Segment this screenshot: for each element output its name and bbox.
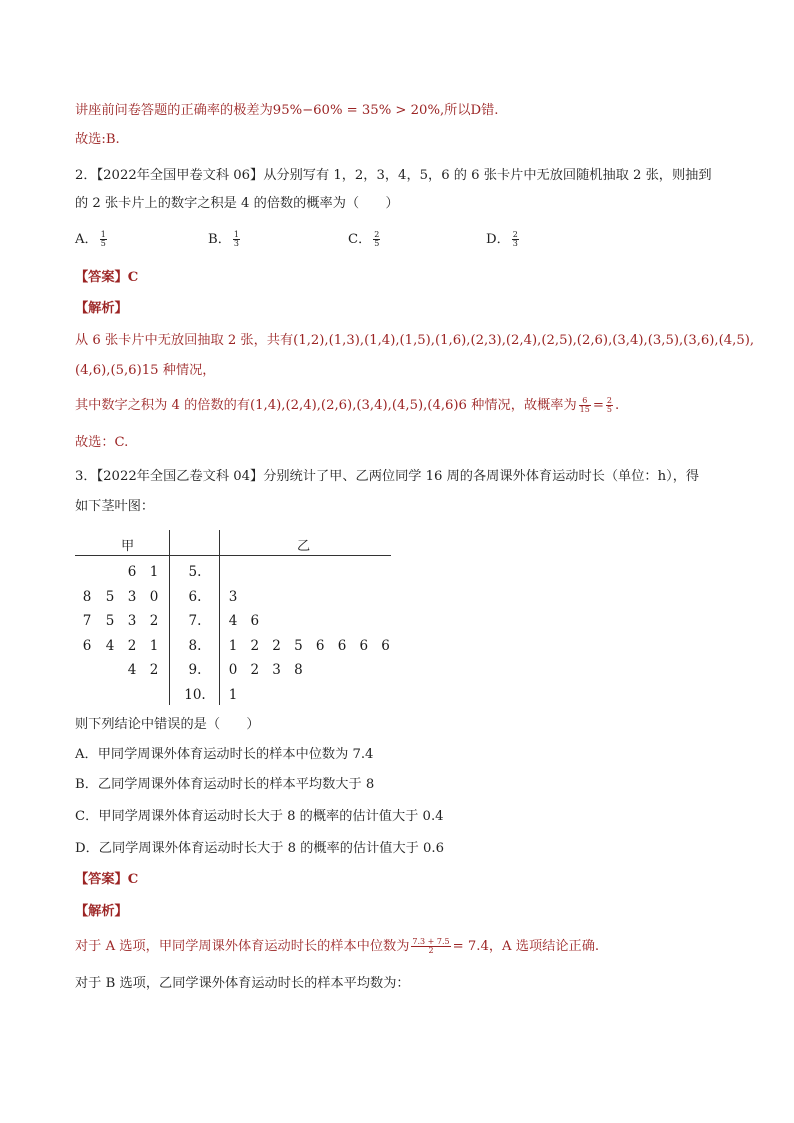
right-leaf: 6 bbox=[250, 613, 260, 629]
left-leaf: 1 bbox=[149, 637, 159, 654]
option-b: B．乙同学周课外体育运动时长的样本平均数大于 8 bbox=[75, 777, 375, 792]
solution-2-line-3 bbox=[75, 397, 619, 415]
right-divider bbox=[219, 530, 220, 705]
fraction-numerator: 6 bbox=[582, 396, 588, 405]
option-letter: A． bbox=[75, 232, 98, 247]
choose-b-line: 故选:B. bbox=[75, 132, 120, 147]
fraction-numerator: 2 bbox=[606, 396, 612, 405]
right-leaf: 6 bbox=[359, 637, 369, 654]
left-leaf: 3 bbox=[127, 588, 137, 605]
solution-2-line-1: 从 6 张卡片中无放回抽取 2 张，共有(1,2),(1,3),(1,4),(1,5),(1,6),(2,3),(2,4),(2,5),(2,6),(3,4),(3,5),(3,6),(4,5), bbox=[75, 333, 755, 348]
probability-fraction bbox=[579, 397, 591, 414]
option-fraction bbox=[373, 231, 380, 248]
right-leaf: 5 bbox=[294, 637, 303, 654]
stem-value: 7. bbox=[188, 613, 202, 629]
fraction-numerator: 2 bbox=[512, 230, 518, 239]
right-leaf: 6 bbox=[315, 637, 325, 654]
stem-value: 5. bbox=[188, 564, 202, 580]
fraction-denominator: 15 bbox=[579, 405, 590, 414]
right-leaf: 3 bbox=[272, 662, 281, 678]
question-2-option bbox=[486, 231, 521, 249]
stem-value: 9. bbox=[188, 662, 202, 678]
solution-3-line-1 bbox=[75, 938, 599, 956]
stem-leaf-plot bbox=[75, 530, 393, 705]
right-leaf: 2 bbox=[272, 637, 281, 654]
right-leaf: 2 bbox=[250, 662, 260, 678]
left-leaf: 3 bbox=[127, 613, 137, 629]
fraction-denominator: 2 bbox=[411, 946, 450, 955]
fraction-denominator: 3 bbox=[233, 239, 239, 248]
stem-value: 8. bbox=[188, 637, 202, 654]
option-letter: D． bbox=[486, 232, 510, 247]
option-fraction bbox=[233, 231, 240, 248]
question-2-text-cont: 的 2 张卡片上的数字之积是 4 的倍数的概率为（ ） bbox=[75, 196, 399, 211]
left-divider bbox=[169, 530, 170, 705]
fraction-denominator: 3 bbox=[512, 239, 518, 248]
header-divider bbox=[75, 555, 391, 556]
analysis-label-3: 【解析】 bbox=[75, 904, 128, 919]
stem-value: 6. bbox=[188, 588, 202, 605]
answer-label-2: 【答案】C bbox=[75, 270, 139, 285]
fraction-denominator: 5 bbox=[606, 405, 612, 414]
option-c: C．甲同学周课外体育运动时长大于 8 的概率的估计值大于 0.4 bbox=[75, 809, 444, 824]
option-letter: C． bbox=[348, 232, 372, 247]
solution-3-line-1-text: 对于 A 选项，甲同学周课外体育运动时长的样本中位数为 bbox=[75, 939, 410, 954]
right-leaf: 2 bbox=[250, 637, 260, 654]
right-leaf: 1 bbox=[228, 686, 238, 703]
question-3-text-cont: 如下茎叶图： bbox=[75, 499, 155, 514]
right-leaf: 6 bbox=[381, 637, 390, 654]
question-3-prompt: 则下列结论中错误的是（ ） bbox=[75, 717, 260, 732]
reduced-fraction bbox=[606, 397, 613, 414]
right-header: 乙 bbox=[297, 539, 311, 554]
solution-3-line-2: 对于 B 选项，乙同学课外体育运动时长的样本平均数为： bbox=[75, 976, 410, 991]
question-2-option bbox=[348, 231, 382, 249]
fraction-numerator: 2 bbox=[374, 230, 380, 239]
question-2-option bbox=[208, 231, 242, 249]
left-leaf: 5 bbox=[105, 613, 115, 629]
left-leaf: 4 bbox=[105, 637, 115, 654]
option-a: A．甲同学周课外体育运动时长的样本中位数为 7.4 bbox=[75, 747, 374, 762]
right-leaf: 1 bbox=[228, 637, 238, 654]
question-3-text: 3．【2022年全国乙卷文科 04】分别统计了甲、乙两位同学 16 周的各周课外体育运动时长（单位：h），得 bbox=[75, 469, 700, 484]
period: . bbox=[614, 398, 620, 413]
fraction-denominator: 5 bbox=[374, 239, 380, 248]
option-letter: B． bbox=[208, 232, 231, 247]
left-header: 甲 bbox=[121, 539, 135, 554]
solution-2-line-2: (4,6),(5,6)15 种情况， bbox=[75, 363, 216, 378]
left-leaf: 6 bbox=[127, 564, 137, 580]
analysis-label-2: 【解析】 bbox=[75, 301, 128, 316]
solution-2-line-3-text: 其中数字之积为 4 的倍数的有(1,4),(2,4),(2,6),(3,4),(4,5),(4,6)6 种情况，故概率为 bbox=[75, 398, 577, 413]
left-leaf: 1 bbox=[149, 564, 159, 580]
answer-label-3: 【答案】C bbox=[75, 872, 139, 887]
left-leaf: 6 bbox=[82, 637, 92, 654]
left-leaf: 2 bbox=[149, 662, 159, 678]
choose-c-line: 故选：C. bbox=[75, 435, 129, 450]
solution-3-line-1-tail: = 7.4，A 选项结论正确. bbox=[452, 939, 600, 954]
question-2-option bbox=[75, 231, 109, 249]
stem-value: 10. bbox=[184, 686, 206, 703]
question-2-text: 2．【2022年全国甲卷文科 06】从分别写有 1，2，3，4，5，6 的 6 张卡片中无放回随机抽取 2 张，则抽到 bbox=[75, 168, 712, 183]
right-leaf: 8 bbox=[294, 662, 303, 678]
median-fraction bbox=[411, 938, 450, 955]
left-leaf: 4 bbox=[127, 662, 137, 678]
fraction-denominator: 5 bbox=[100, 239, 106, 248]
solution-line-range: 讲座前问卷答题的正确率的极差为95%−60% = 35% > 20%,所以D错. bbox=[75, 103, 499, 118]
left-leaf: 8 bbox=[82, 588, 92, 605]
left-leaf: 2 bbox=[127, 637, 137, 654]
equals-sign: = bbox=[592, 398, 604, 413]
option-fraction bbox=[100, 231, 107, 248]
left-leaf: 2 bbox=[149, 613, 159, 629]
left-leaf: 5 bbox=[105, 588, 115, 605]
left-leaf: 7 bbox=[82, 613, 92, 629]
right-leaf: 0 bbox=[228, 662, 238, 678]
fraction-numerator: 7.3 + 7.5 bbox=[412, 937, 450, 946]
option-d: D．乙同学周课外体育运动时长大于 8 的概率的估计值大于 0.6 bbox=[75, 841, 445, 856]
right-leaf: 6 bbox=[337, 637, 347, 654]
option-fraction bbox=[512, 231, 519, 248]
right-leaf: 3 bbox=[228, 588, 238, 605]
fraction-numerator: 1 bbox=[233, 230, 239, 239]
left-leaf: 0 bbox=[149, 588, 159, 605]
right-leaf: 4 bbox=[228, 613, 238, 629]
fraction-numerator: 1 bbox=[100, 230, 106, 239]
